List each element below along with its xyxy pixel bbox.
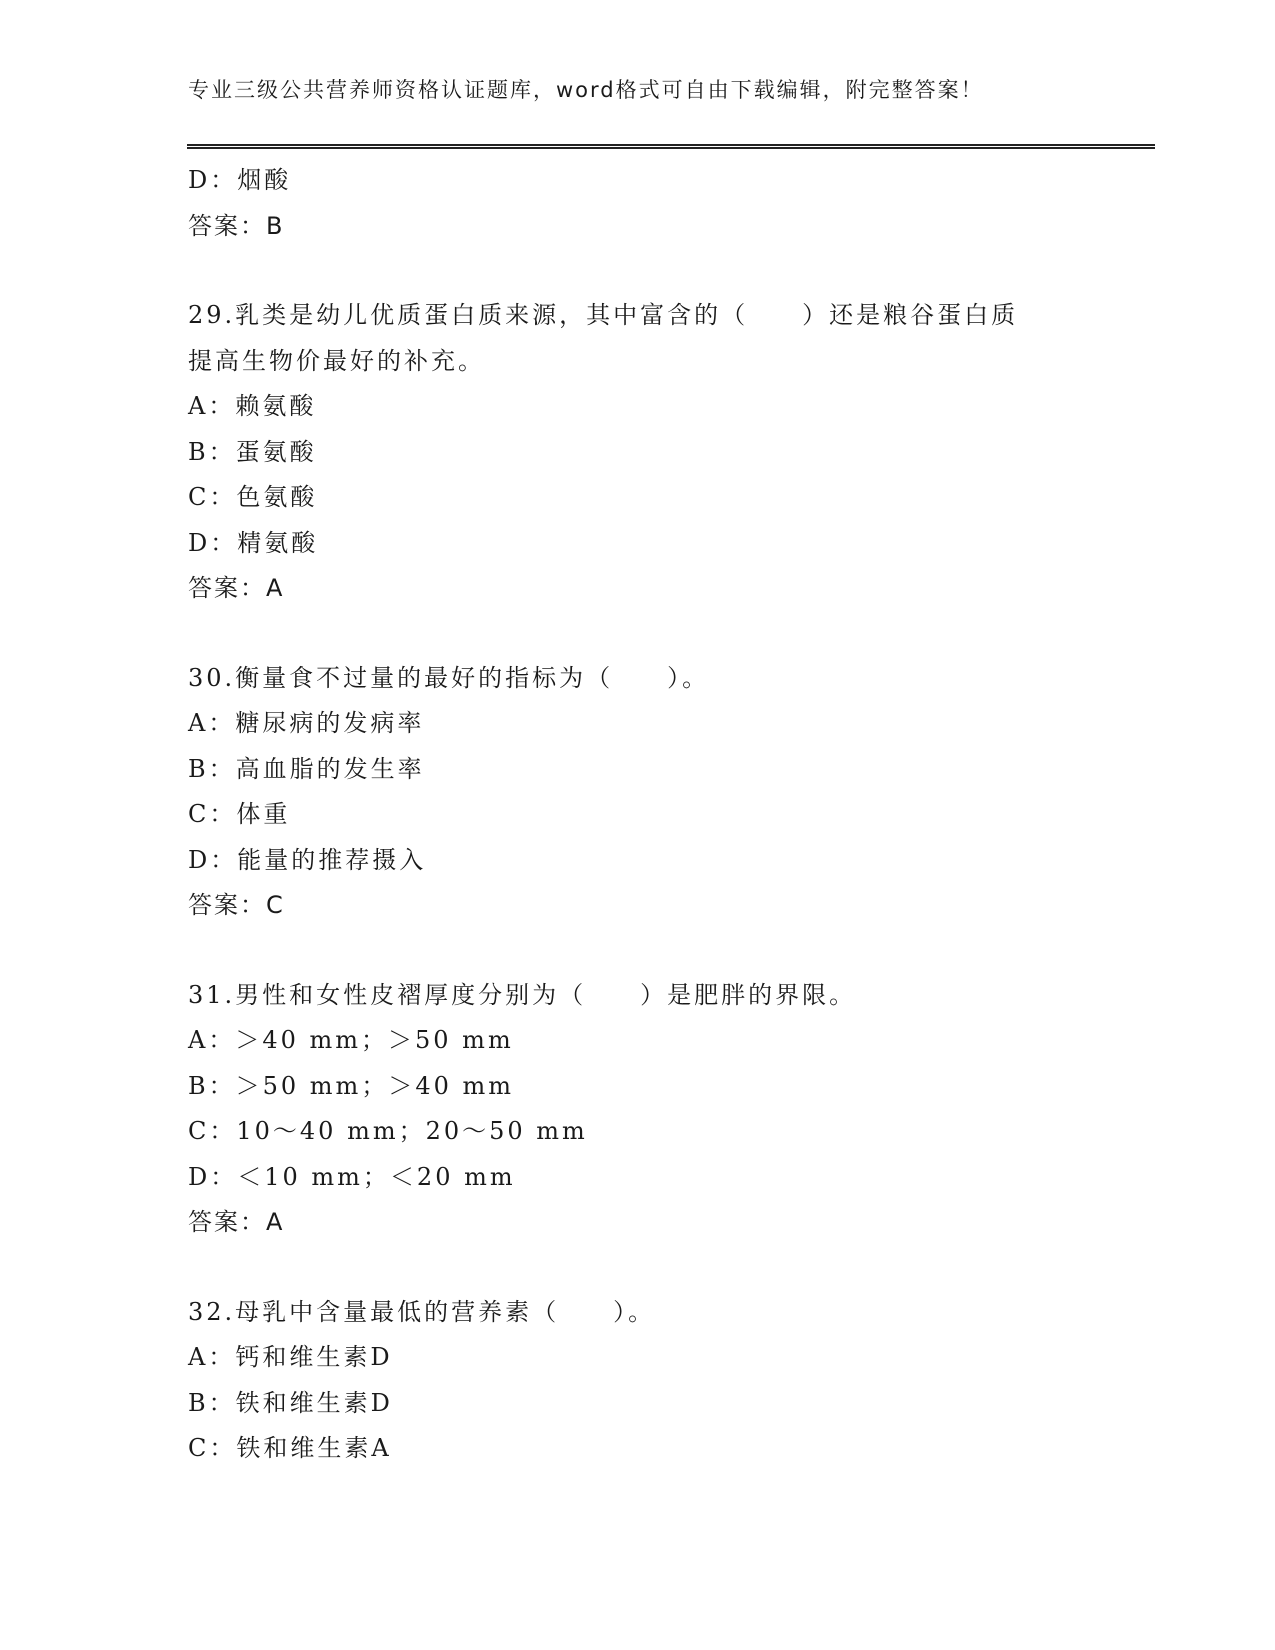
option-b: B：蛋氨酸 bbox=[188, 437, 317, 466]
question-stem: 30.衡量食不过量的最好的指标为（ ）。 bbox=[188, 663, 710, 692]
page-header: 专业三级公共营养师资格认证题库，word格式可自由下载编辑，附完整答案！ bbox=[188, 78, 984, 102]
question-stem: 31.男性和女性皮褶厚度分别为（ ）是肥胖的界限。 bbox=[188, 980, 857, 1009]
option-a: A：＞40 mm；＞50 mm bbox=[188, 1026, 514, 1054]
option-d: D：＜10 mm；＜20 mm bbox=[188, 1162, 516, 1191]
answer-line: 答案：A bbox=[188, 574, 285, 602]
option-d: D：精氨酸 bbox=[188, 528, 319, 557]
option-d: D：烟酸 bbox=[188, 166, 292, 194]
question-31 bbox=[188, 973, 1088, 1246]
question-30 bbox=[188, 656, 1088, 929]
option-c: C：铁和维生素A bbox=[188, 1434, 392, 1462]
option-c: C：体重 bbox=[188, 800, 291, 828]
question-32 bbox=[188, 1290, 1088, 1472]
option-c: C：10～40 mm；20～50 mm bbox=[188, 1117, 588, 1145]
answer-line: 答案：A bbox=[188, 1208, 285, 1236]
option-a: A：糖尿病的发病率 bbox=[188, 709, 425, 737]
document-body bbox=[188, 158, 1088, 1472]
header-divider bbox=[187, 144, 1155, 149]
option-a: A：钙和维生素D bbox=[188, 1343, 393, 1371]
spacer bbox=[188, 929, 1088, 973]
answer-line: 答案：B bbox=[188, 211, 285, 240]
answer-line: 答案：C bbox=[188, 891, 285, 919]
option-c: C：色氨酸 bbox=[188, 483, 318, 511]
spacer bbox=[188, 249, 1088, 293]
option-b: B：＞50 mm；＞40 mm bbox=[188, 1071, 515, 1100]
question-stem: 32.母乳中含量最低的营养素（ ）。 bbox=[188, 1297, 656, 1326]
option-b: B：铁和维生素D bbox=[188, 1388, 393, 1417]
spacer bbox=[188, 1246, 1088, 1290]
question-stem: 29.乳类是幼儿优质蛋白质来源，其中富含的（ ）还是粮谷蛋白质 bbox=[188, 301, 1019, 329]
spacer bbox=[188, 612, 1088, 656]
question-stem-continued: 提高生物价最好的补充。 bbox=[188, 346, 485, 375]
option-d: D：能量的推荐摄入 bbox=[188, 845, 427, 874]
option-b: B：高血脂的发生率 bbox=[188, 754, 425, 783]
question-29 bbox=[188, 293, 1088, 612]
option-a: A：赖氨酸 bbox=[188, 392, 317, 420]
